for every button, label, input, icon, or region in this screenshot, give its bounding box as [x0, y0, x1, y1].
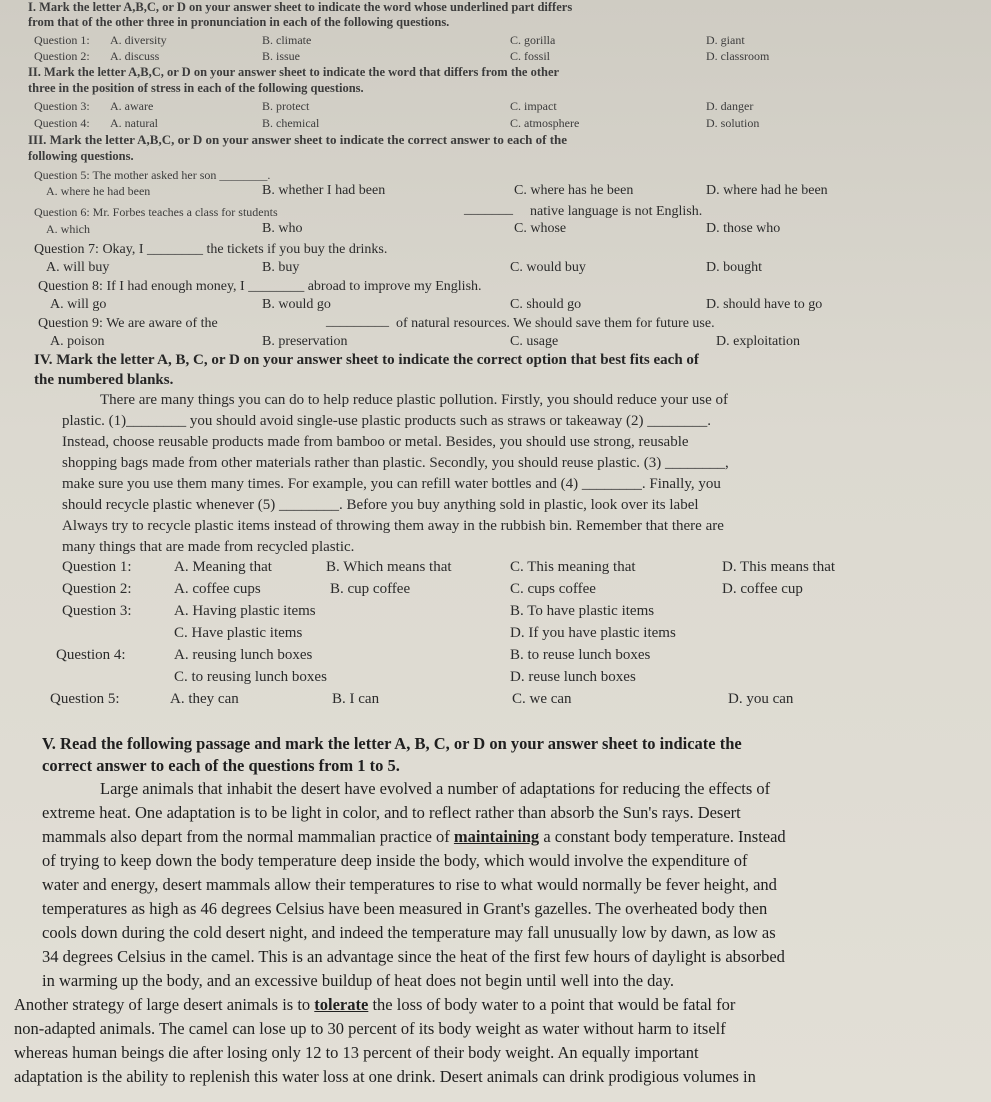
iv-q3-option-b: B. To have plastic items — [510, 603, 655, 619]
q3-option-b: B. protect — [262, 99, 310, 113]
q2-option-b: B. issue — [262, 49, 301, 63]
q1-option-b: B. climate — [262, 33, 312, 47]
reading-line-4: of trying to keep down the body temperature deep inside the body, which would involve the expenditure of — [42, 851, 748, 870]
q5-stem: Question 5: The mother asked her son ________. — [34, 168, 271, 182]
q5-option-c: C. where has he been — [514, 183, 634, 198]
iv-q2-option-d: D. coffee cup — [722, 581, 803, 597]
passage-line-4: shopping bags made from other materials rather than plastic. Secondly, you should reuse plastic. (3) ________, — [62, 455, 729, 471]
q4-option-b: B. chemical — [262, 116, 320, 130]
q3-option-d: D. danger — [706, 99, 754, 113]
q8-stem: Question 8: If I had enough money, I ________ abroad to improve my English. — [38, 279, 482, 294]
reading-line-3 — [42, 827, 786, 847]
q2-label: Question 2: — [34, 49, 90, 63]
q6-stem-part-1: Question 6: Mr. Forbes teaches a class for students — [34, 205, 278, 219]
section-1-heading-line-1: I. Mark the letter A,B,C, or D on your answer sheet to indicate the word whose underlined part differs — [28, 0, 573, 14]
iv-q5-label: Question 5: — [50, 691, 120, 707]
q4-option-c: C. atmosphere — [510, 116, 580, 130]
iv-q1-option-b: B. Which means that — [326, 559, 452, 575]
q5-option-b: B. whether I had been — [262, 183, 386, 198]
q9-stem-part-2: of natural resources. We should save them for future use. — [396, 316, 715, 331]
reading-line-6: temperatures as high as 46 degrees Celsius have been measured in Grant's gazelles. The overheated body then — [42, 899, 768, 918]
q8-option-c: C. should go — [510, 297, 582, 312]
iv-q1-label: Question 1: — [62, 559, 132, 575]
section-5-heading-line-1: V. Read the following passage and mark the letter A, B, C, or D on your answer sheet to indicate the — [42, 734, 742, 753]
passage-line-5: make sure you use them many times. For example, you can refill water bottles and (4) ________. Finally, you — [62, 476, 721, 492]
reading-line-13: adaptation is the ability to replenish this water loss at one drink. Desert animals can drink prodigious volumes in — [14, 1067, 756, 1086]
q1-option-a: A. diversity — [110, 33, 167, 47]
section-3-heading-line-2: following questions. — [28, 149, 134, 163]
iv-q2-option-c: C. cups coffee — [510, 581, 596, 597]
reading-line-5: water and energy, desert mammals allow their temperatures to rise to what would normally be fever height, and — [42, 875, 777, 894]
iv-q3-option-d: D. If you have plastic items — [510, 625, 676, 641]
q6-blank: _______ — [464, 202, 513, 217]
iv-q4-option-d: D. reuse lunch boxes — [510, 669, 636, 685]
iv-q1-option-c: C. This meaning that — [510, 559, 636, 575]
q3-option-a: A. aware — [110, 99, 154, 113]
section-1-heading-line-2: from that of the other three in pronunciation in each of the following questions. — [28, 15, 450, 29]
q9-option-b: B. preservation — [262, 334, 348, 349]
reading-line-1: Large animals that inhabit the desert have evolved a number of adaptations for reducing the effects of — [100, 779, 771, 798]
iv-q5-option-c: C. we can — [512, 691, 572, 707]
iv-q3-option-a: A. Having plastic items — [174, 603, 316, 619]
q3-label: Question 3: — [34, 99, 90, 113]
q6-option-c: C. whose — [514, 221, 567, 236]
underlined-word-tolerate: tolerate — [314, 995, 369, 1014]
section-2-heading-line-2: three in the position of stress in each of the following questions. — [28, 81, 364, 95]
reading-line-12: whereas human beings die after losing only 12 to 13 percent of their body weight. An equally important — [14, 1043, 699, 1062]
iv-q1-option-a: A. Meaning that — [174, 559, 272, 575]
q7-option-a: A. will buy — [46, 260, 110, 275]
iv-q4-label: Question 4: — [56, 647, 126, 663]
iv-q2-option-a: A. coffee cups — [174, 581, 261, 597]
reading-line-2: extreme heat. One adaptation is to be light in color, and to reflect rather than absorb the Sun's rays. Desert — [42, 803, 741, 822]
q6-stem-part-2: native language is not English. — [530, 204, 703, 219]
q4-option-a: A. natural — [110, 116, 158, 130]
reading-line-11: non-adapted animals. The camel can lose up to 30 percent of its body weight as water without harm to itself — [14, 1019, 726, 1038]
reading-line-3-part-2: a constant body temperature. Instead — [543, 827, 786, 846]
section-4-heading-line-2: the numbered blanks. — [34, 372, 174, 388]
q6-option-a: A. which — [46, 222, 90, 236]
iv-q4-option-b: B. to reuse lunch boxes — [510, 647, 651, 663]
reading-line-8: 34 degrees Celsius in the camel. This is an advantage since the heat of the first few hours of daylight is absorbed — [42, 947, 785, 966]
passage-line-2: plastic. (1)________ you should avoid single-use plastic products such as straws or takeaway (2) ________. — [62, 413, 712, 429]
iv-q3-option-c: C. Have plastic items — [174, 625, 303, 641]
q6-option-b: B. who — [262, 221, 303, 236]
q9-option-d: D. exploitation — [716, 334, 800, 349]
reading-line-10-part-1: Another strategy of large desert animals is to — [14, 995, 311, 1014]
passage-line-1: There are many things you can do to help reduce plastic pollution. Firstly, you should reduce your use of — [100, 392, 729, 408]
q9-option-a: A. poison — [50, 334, 105, 349]
q5-option-a: A. where he had been — [46, 184, 151, 198]
iv-q2-label: Question 2: — [62, 581, 132, 597]
iv-q5-option-d: D. you can — [728, 691, 794, 707]
q8-option-b: B. would go — [262, 297, 331, 312]
iv-q3-label: Question 3: — [62, 603, 132, 619]
reading-line-10 — [14, 995, 735, 1015]
section-3-heading-line-1: III. Mark the letter A,B,C, or D on your answer sheet to indicate the correct answer to each of the — [28, 132, 568, 147]
q2-option-d: D. classroom — [706, 49, 770, 63]
q9-stem-part-1: Question 9: We are aware of the — [38, 316, 218, 331]
q1-option-d: D. giant — [706, 33, 745, 47]
reading-line-9: in warming up the body, and an excessive buildup of heat does not begin until well into the day. — [42, 971, 675, 990]
q7-option-d: D. bought — [706, 260, 762, 275]
iv-q5-option-a: A. they can — [170, 691, 239, 707]
q1-option-c: C. gorilla — [510, 33, 556, 47]
q4-option-d: D. solution — [706, 116, 760, 130]
iv-q4-option-c: C. to reusing lunch boxes — [174, 669, 327, 685]
iv-q1-option-d: D. This means that — [722, 559, 836, 575]
passage-line-7: Always try to recycle plastic items instead of throwing them away in the rubbish bin. Remember that there are — [62, 518, 724, 534]
q9-blank: _________ — [326, 314, 389, 329]
reading-line-3-part-1: mammals also depart from the normal mammalian practice of — [42, 827, 450, 846]
passage-line-8: many things that are made from recycled plastic. — [62, 539, 355, 555]
q9-option-c: C. usage — [510, 334, 559, 349]
section-5-heading-line-2: correct answer to each of the questions from 1 to 5. — [42, 756, 400, 775]
q8-option-a: A. will go — [50, 297, 107, 312]
q3-option-c: C. impact — [510, 99, 557, 113]
q8-option-d: D. should have to go — [706, 297, 823, 312]
iv-q5-option-b: B. I can — [332, 691, 380, 707]
q4-label: Question 4: — [34, 116, 90, 130]
q2-option-a: A. discuss — [110, 49, 160, 63]
q7-option-b: B. buy — [262, 260, 300, 275]
reading-line-7: cools down during the cold desert night, and indeed the temperature may fall unusually low by dawn, as low as — [42, 923, 776, 942]
section-2-heading-line-1: II. Mark the letter A,B,C, or D on your answer sheet to indicate the word that differs from the other — [28, 65, 560, 79]
section-4-heading-line-1: IV. Mark the letter A, B, C, or D on your answer sheet to indicate the correct option that best fits each of — [34, 352, 699, 368]
passage-line-6: should recycle plastic whenever (5) ________. Before you buy anything sold in plastic, look over its label — [62, 497, 699, 513]
passage-line-3: Instead, choose reusable products made from bamboo or metal. Besides, you should use strong, reusable — [62, 434, 689, 450]
underlined-word-maintaining: maintaining — [453, 827, 540, 846]
iv-q4-option-a: A. reusing lunch boxes — [174, 647, 313, 663]
iv-q2-option-b: B. cup coffee — [330, 581, 411, 597]
q7-stem: Question 7: Okay, I ________ the tickets if you buy the drinks. — [34, 242, 388, 257]
q1-label: Question 1: — [34, 33, 90, 47]
q7-option-c: C. would buy — [510, 260, 586, 275]
q5-option-d: D. where had he been — [706, 183, 828, 198]
q6-option-d: D. those who — [706, 221, 781, 236]
q2-option-c: C. fossil — [510, 49, 551, 63]
reading-line-10-part-2: the loss of body water to a point that would be fatal for — [372, 995, 736, 1014]
